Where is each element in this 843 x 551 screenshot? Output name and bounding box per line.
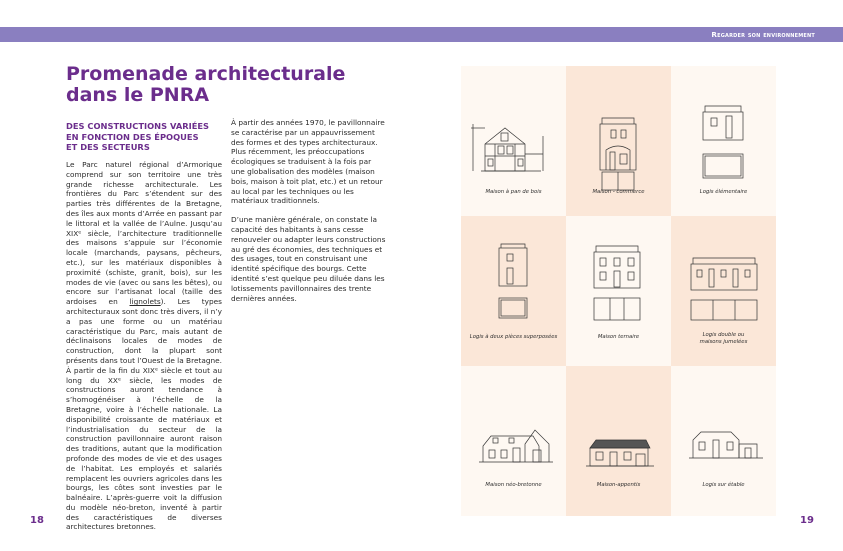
- cell-maison-commerce: [566, 66, 671, 216]
- lignolets-link[interactable]: lignolets: [129, 297, 161, 307]
- caption-logis-double-line-1: Logis double ou: [702, 332, 745, 338]
- cell-logis-sur-etable: [671, 366, 776, 516]
- text-column-2: [231, 118, 387, 312]
- caption-logis-double-line-2: maisons jumelées: [699, 339, 748, 345]
- caption-logis-elementaire: Logis élémentaire: [699, 189, 748, 195]
- house-types-illustration-grid: [461, 66, 776, 516]
- page-title-line-1: Promenade architecturale: [66, 63, 346, 85]
- ternary-house-drawing: [566, 216, 671, 346]
- page-title-line-2: dans le PNRA: [66, 84, 210, 106]
- col2-paragraph-1: À partir des années 1970, le pavillonnaire se caractérise par un appauvrissement des formes et des types architecturaux. Plus récemment, les préoccupations écologiques se traduisent à la fois par une globalisation des modèles (maison bois, maison à toit plat, etc.) et un retour au local par les techniques ou les matériaux traditionnels.: [231, 118, 385, 206]
- caption-maison-appentis: Maison-appentis: [596, 482, 641, 488]
- text-column-1: [66, 160, 222, 532]
- lean-to-house-drawing: [566, 366, 671, 496]
- caption-maison-commerce: Maison - commerce: [592, 189, 645, 195]
- col1-paragraph-2: À partir de la fin du XIXᵉ siècle et tout au long du XXᵉ siècle, les modes de constructions auront tendance à s’homogénéiser à l’échelle de la Bretagne, voire à l’échelle nationale. La disponibilité croissante de matériaux et l’industrialisation du secteur de la construction pavillonnaire auront raison des traditions, autant que la modification profonde des modes de vie et des usages de l’habitat. Les employés et salariés remplacent les ouvriers agricoles dans les bourgs, les côtes sont investies par le balnéaire. L’après-guerre voit la diffusion du modèle néo-breton, inventé à partir des caractéristiques de diverses architectures bretonnes.: [66, 365, 222, 532]
- section-header-band: [0, 27, 843, 42]
- section-subheading: [66, 121, 236, 153]
- caption-logis-double: [673, 332, 774, 346]
- cell-maison-neo-bretonne: [461, 366, 566, 516]
- subheading-line-3: ET DES SECTEURS: [66, 142, 150, 152]
- subheading-line-2: EN FONCTION DES ÉPOQUES: [66, 131, 199, 142]
- caption-maison-pan-de-bois: Maison à pan de bois: [485, 189, 542, 195]
- cell-maison-pan-de-bois: [461, 66, 566, 216]
- basic-dwelling-drawing: [671, 66, 776, 196]
- neo-breton-house-drawing: [461, 366, 566, 496]
- two-storey-dwelling-drawing: [461, 216, 566, 346]
- cell-logis-double: [671, 216, 776, 366]
- cell-maison-appentis: [566, 366, 671, 516]
- dwelling-over-stable-drawing: [671, 366, 776, 496]
- cell-logis-deux-pieces: [461, 216, 566, 366]
- cell-maison-ternaire: [566, 216, 671, 366]
- cell-logis-elementaire: [671, 66, 776, 216]
- caption-maison-ternaire: Maison ternaire: [597, 334, 640, 340]
- caption-logis-deux-pieces: Logis à deux pièces superposées: [469, 334, 558, 340]
- col1-p1-text-a: Le Parc naturel régional d’Armorique comprend sur son territoire une très grande richesse architecturale. Les frontières du Parc s’étendent sur des parties très différentes de la Bretagne, des îles aux monts d’Arrée en passant par le littoral et la vallée de l’Aulne. Jusqu’au XIXᵉ siècle, l’architecture traditionnelle des maisons s’appuie sur l’économie locale (marchands, paysans, pêcheurs, etc.), sur les matériaux disponibles à proximité (schiste, granit, bois), sur les modes de vie (avec ou sans les bêtes), ou encore sur l’artisanat local (taille des ardoises en: [66, 160, 222, 307]
- double-dwelling-drawing: [671, 216, 776, 346]
- col1-p1-text-b: ). Les types architecturaux sont donc très divers, il n’y a pas une forme ou un matériau caractéristique du Parc, mais autant de déclinaisons locales de modes de construction, dont la plupart sont présents dans tout l’Ouest de la Bretagne.: [66, 297, 223, 365]
- col1-paragraph-1: [66, 160, 222, 366]
- shop-house-drawing: [566, 66, 671, 196]
- page-title: [66, 64, 366, 106]
- section-title: Regarder son environnement: [711, 30, 815, 39]
- page-number-right: 19: [800, 515, 814, 526]
- col2-paragraph-2: D’une manière générale, on constate la capacité des habitants à sans cesse renouveler ou adapter leurs constructions au gré des économies, des techniques et des usages, tout en construisant une identité spécifique des bourgs. Cette identité s’est quelque peu diluée dans les lotissements pavillonnaires des trente dernières années.: [231, 215, 386, 303]
- timber-frame-house-drawing: [461, 66, 566, 196]
- caption-logis-sur-etable: Logis sur étable: [702, 482, 745, 488]
- caption-maison-neo-bretonne: Maison néo-bretonne: [485, 482, 542, 488]
- page-number-left: 18: [30, 515, 44, 526]
- subheading-line-1: DES CONSTRUCTIONS VARIÉES: [66, 121, 210, 131]
